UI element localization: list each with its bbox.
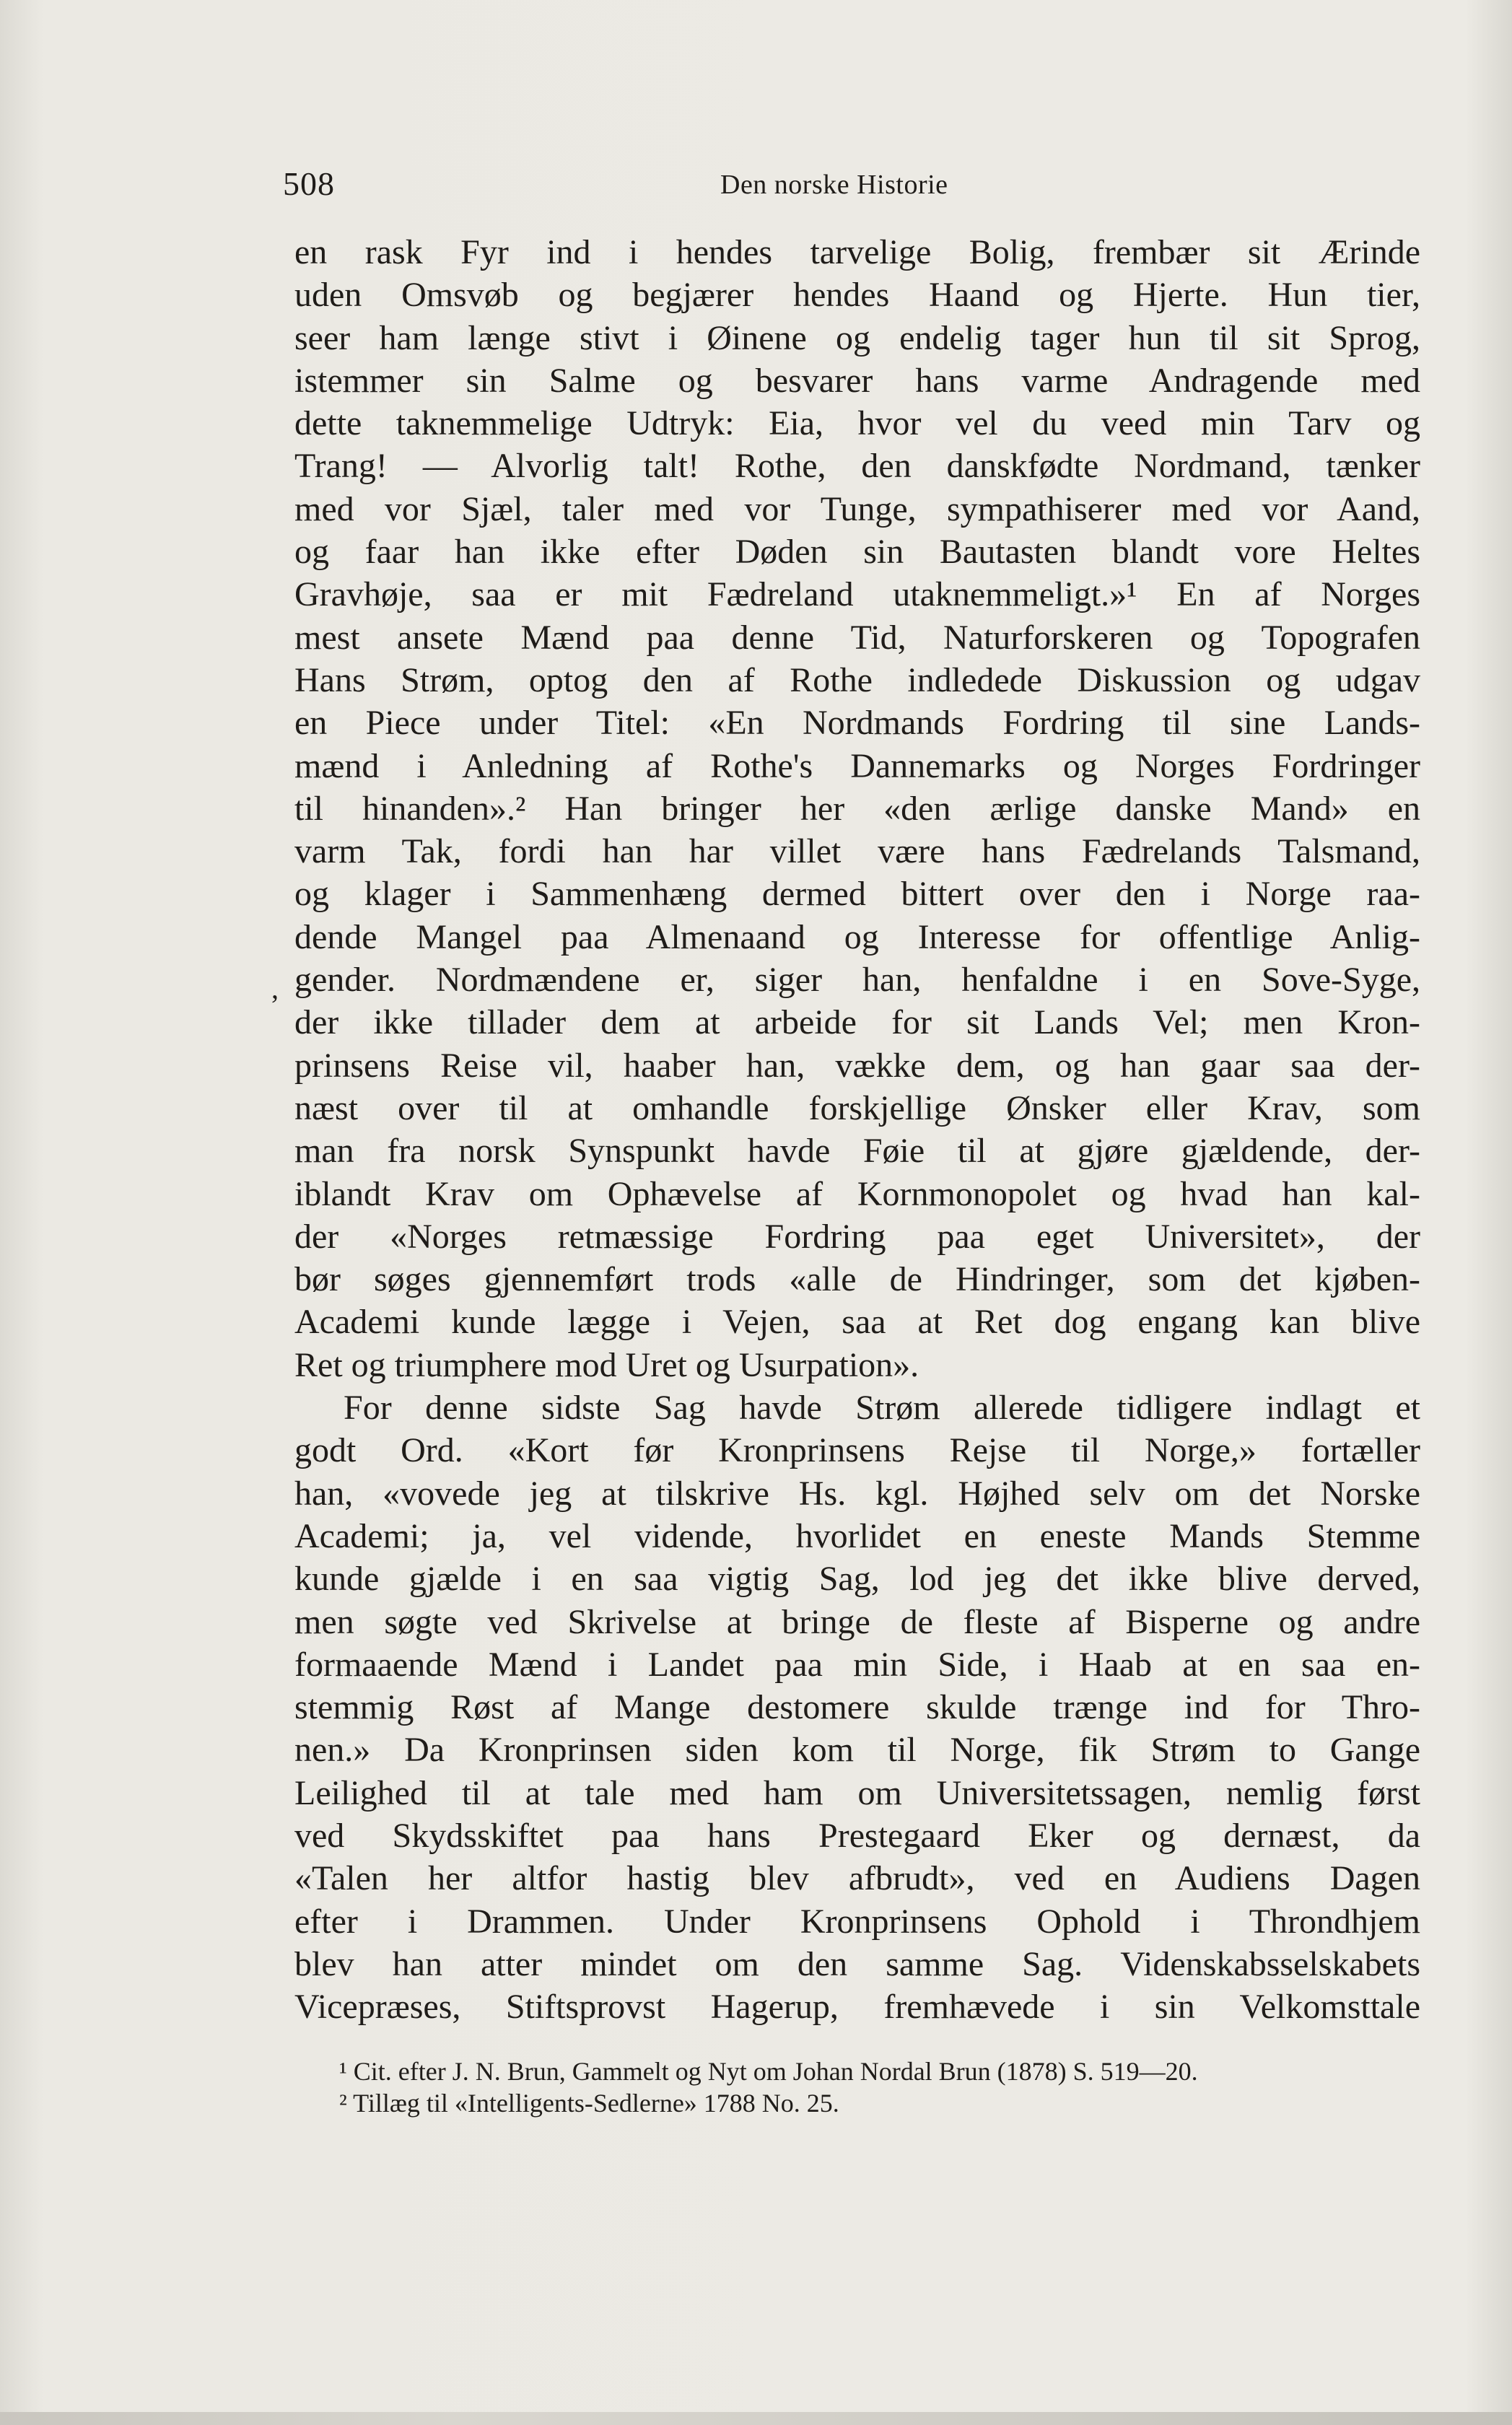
paragraph-end-line: Ret og triumphere mod Uret og Usurpation». [294,1345,919,1384]
body-line: Leilighed til at tale med ham om Universitetssagen, nemlig først [294,1773,1420,1812]
body-line: der ikke tillader dem at arbeide for sit Lands Vel; men Kron- [294,1003,1420,1042]
body-line: til hinanden».² Han bringer her «den ærlige danske Mand» en [294,789,1420,828]
body-line: dette taknemmelige Udtryk: Eia, hvor vel du veed min Tarv og [294,404,1420,443]
body-line: «Talen her altfor hastig blev afbrudt», ved en Audiens Dagen [294,1859,1420,1898]
body-line: varm Tak, fordi han har villet være hans Fædrelands Talsmand, [294,832,1420,871]
body-line: Hans Strøm, optog den af Rothe indledede Diskussion og udgav [294,660,1420,699]
body-line: iblandt Krav om Ophævelse af Kornmonopolet og hvad han kal- [294,1174,1420,1213]
body-line: Academi; ja, vel vidende, hvorlidet en eneste Mands Stemme [294,1516,1420,1555]
body-line: stemmig Røst af Mange destomere skulde trænge ind for Thro- [294,1688,1420,1727]
body-line: efter i Drammen. Under Kronprinsens Ophold i Throndhjem [294,1902,1420,1941]
body-line: Trang! — Alvorlig talt! Rothe, den danskfødte Nordmand, tænker [294,447,1420,486]
body-text [294,231,1420,2028]
body-line: bør søges gjennemført trods «alle de Hindringer, som det kjøben- [294,1260,1420,1299]
running-title: Den norske Historie [720,170,948,200]
body-line: dende Mangel paa Almenaand og Interesse for offentlige Anlig- [294,917,1420,956]
body-line: formaaende Mænd i Landet paa min Side, i Haab at en saa en- [294,1645,1420,1684]
body-line: blev han atter mindet om den samme Sag. Videnskabsselskabets [294,1944,1420,1983]
footnotes [339,2055,1420,2119]
body-line: en rask Fyr ind i hendes tarvelige Bolig, frembær sit Ærinde [294,233,1420,271]
body-line: en Piece under Titel: «En Nordmands Fordring til sine Lands- [294,704,1420,743]
body-line: der «Norges retmæssige Fordring paa eget Universitet», der [294,1217,1420,1256]
page-header [283,165,1420,205]
body-line: han, «vovede jeg at tilskrive Hs. kgl. Højhed selv om det Norske [294,1474,1420,1513]
body-line: men søgte ved Skrivelse at bringe de fleste af Bisperne og andre [294,1602,1420,1641]
body-line: uden Omsvøb og begjærer hendes Haand og Hjerte. Hun tier, [294,276,1420,315]
body-line: godt Ord. «Kort før Kronprinsens Rejse til Norge,» fortæller [294,1431,1420,1470]
body-line: man fra norsk Synspunkt havde Føie til at gjøre gjældende, der- [294,1132,1420,1171]
scan-edge-strip [0,2412,1512,2425]
body-line: og klager i Sammenhæng dermed bittert over den i Norge raa- [294,875,1420,914]
body-line: gender. Nordmændene er, siger han, henfaldne i en Sove-Syge, [294,961,1420,1000]
body-line: prinsens Reise vil, haaber han, vække dem, og han gaar saa der- [294,1046,1420,1085]
body-line: med vor Sjæl, taler med vor Tunge, sympathiserer med vor Aand, [294,489,1420,528]
body-line: ved Skydsskiftet paa hans Prestegaard Eker og dernæst, da [294,1816,1420,1855]
body-line: Gravhøje, saa er mit Fædreland utaknemmeligt.»¹ En af Norges [294,575,1420,614]
body-line: kunde gjælde i en saa vigtig Sag, lod jeg det ikke blive derved, [294,1560,1420,1599]
footnote-2: ² Tillæg til «Intelligents-Sedlerne» 1788 No. 25. [339,2089,839,2118]
body-line: mænd i Anledning af Rothe's Dannemarks og Norges Fordringer [294,746,1420,785]
paragraph-start-line: For denne sidste Sag havde Strøm allerede tidligere indlagt et [344,1389,1420,1428]
body-line: Academi kunde lægge i Vejen, saa at Ret dog engang kan blive [294,1303,1420,1342]
body-line: Vicepræses, Stiftsprovst Hagerup, fremhævede i sin Velkomsttale [294,1988,1420,2027]
body-line: næst over til at omhandle forskjellige Ønsker eller Krav, som [294,1088,1420,1127]
body-line: mest ansete Mænd paa denne Tid, Naturforskeren og Topografen [294,618,1420,657]
margin-stray-mark: , [271,972,279,1005]
footnote-1: ¹ Cit. efter J. N. Brun, Gammelt og Nyt om Johan Nordal Brun (1878) S. 519—20. [339,2057,1198,2086]
body-line: og faar han ikke efter Døden sin Bautasten blandt vore Heltes [294,533,1420,572]
body-line: nen.» Da Kronprinsen siden kom til Norge, fik Strøm to Gange [294,1731,1420,1770]
page-number: 508 [283,165,335,202]
body-line: istemmer sin Salme og besvarer hans varme Andragende med [294,361,1420,400]
body-line: seer ham længe stivt i Øinene og endelig tager hun til sit Sprog, [294,318,1420,357]
